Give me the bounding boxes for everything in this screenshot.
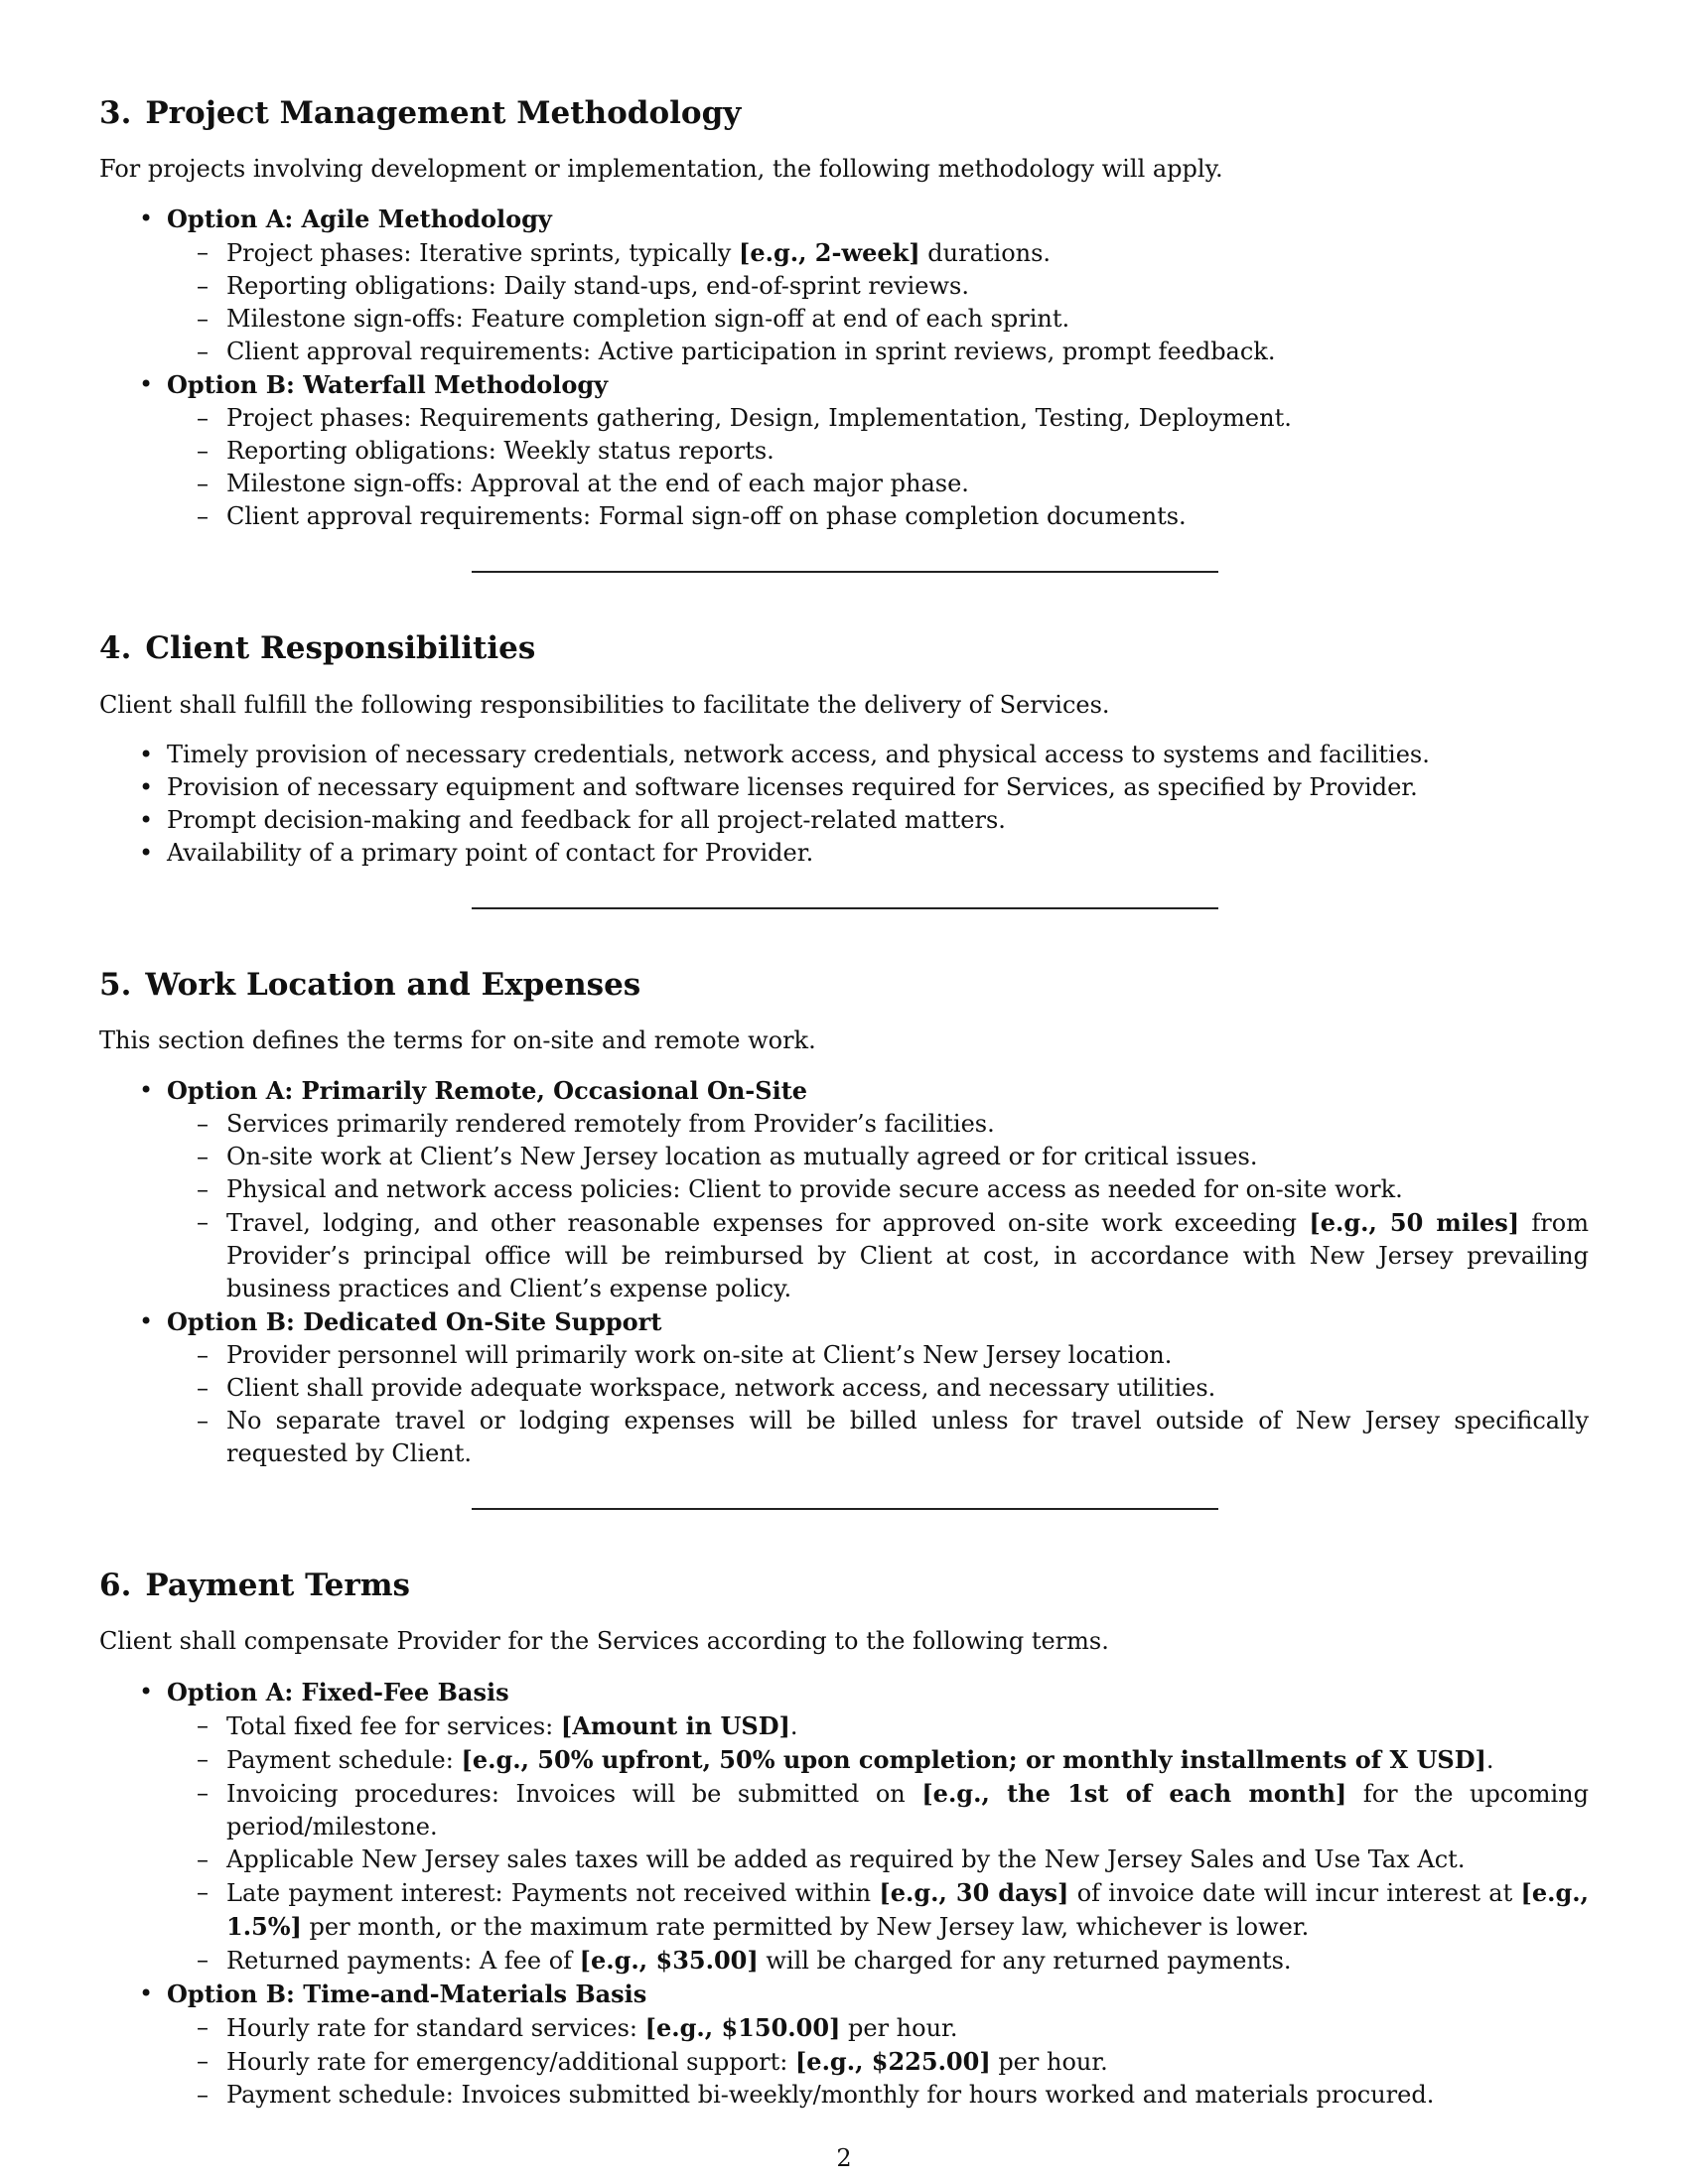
option-b-time-materials: [167, 1978, 1589, 2112]
document-page: [99, 95, 1589, 2112]
option-label: Option B: Waterfall Methodology: [167, 370, 609, 400]
section-divider: [472, 1508, 1218, 1510]
option-label: Option A: Agile Methodology: [167, 205, 552, 234]
option-list: [99, 1074, 1589, 1470]
section-project-management: [99, 95, 1589, 533]
option-list: [99, 1676, 1589, 2112]
list-item: • Timely provision of necessary credentials, network access, and physical access to systems and facilities.: [167, 739, 1589, 771]
section-intro: Client shall fulfill the following responsibilities to facilitate the delivery of Services.: [99, 690, 1110, 719]
section-divider: [472, 907, 1218, 909]
list-item: • Provision of necessary equipment and software licenses required for Services, as specified by Provider.: [167, 771, 1589, 804]
section-heading: 5. Work Location and Expenses: [99, 966, 641, 1003]
option-list: [99, 203, 1589, 533]
sub-list: [167, 1108, 1589, 1305]
responsibility-list: [99, 739, 1589, 870]
list-item: – Travel, lodging, and other reasonable expenses for approved on-site work exceeding [e.g., 50 miles] from Provider’s principal office will be reimbursed by Client at cost, in accordance with New Jersey prevailing business practices and Client’s expense policy.: [226, 1206, 1589, 1305]
list-item: – Payment schedule: Invoices submitted bi-weekly/monthly for hours worked and materials procured.: [226, 2079, 1589, 2112]
list-item: – No separate travel or lodging expenses will be billed unless for travel outside of New Jersey specifically requested by Client.: [226, 1405, 1589, 1470]
list-item: – Milestone sign-offs: Feature completion sign-off at end of each sprint.: [226, 303, 1589, 336]
list-item: – Physical and network access policies: Client to provide secure access as needed for on-site work.: [226, 1173, 1589, 1206]
list-item: – Client approval requirements: Formal sign-off on phase completion documents.: [226, 500, 1589, 533]
list-item: – Provider personnel will primarily work on-site at Client’s New Jersey location.: [226, 1339, 1589, 1372]
section-heading: 6. Payment Terms: [99, 1568, 410, 1604]
list-item: – Project phases: Iterative sprints, typically [e.g., 2-week] durations.: [226, 236, 1589, 270]
section-intro: This section defines the terms for on-site and remote work.: [99, 1025, 816, 1054]
sub-list: [167, 1339, 1589, 1470]
sub-list: [167, 2011, 1589, 2112]
list-item: – Reporting obligations: Weekly status reports.: [226, 435, 1589, 468]
list-item: – Hourly rate for standard services: [e.g., $150.00] per hour.: [226, 2011, 1589, 2045]
option-a-remote: [167, 1074, 1589, 1305]
option-a-fixed-fee: [167, 1676, 1589, 1978]
sub-list: [167, 1709, 1589, 1978]
option-b-onsite: [167, 1305, 1589, 1470]
list-item: – Services primarily rendered remotely from Provider’s facilities.: [226, 1108, 1589, 1141]
option-label: Option B: Time-and-Materials Basis: [167, 1979, 647, 2008]
list-item: – Late payment interest: Payments not received within [e.g., 30 days] of invoice date will incur interest at [e.g., 1.5%] per month, or the maximum rate permitted by New Jersey law, whichever is lower.: [226, 1876, 1589, 1944]
list-item: • Prompt decision-making and feedback for all project-related matters.: [167, 804, 1589, 837]
option-label: Option B: Dedicated On-Site Support: [167, 1307, 662, 1337]
list-item: – Client shall provide adequate workspace, network access, and necessary utilities.: [226, 1372, 1589, 1405]
list-item: – Returned payments: A fee of [e.g., $35.00] will be charged for any returned payments.: [226, 1944, 1589, 1978]
list-item: – Reporting obligations: Daily stand-ups, end-of-sprint reviews.: [226, 270, 1589, 303]
option-label: Option A: Fixed-Fee Basis: [167, 1677, 509, 1706]
list-item: – Applicable New Jersey sales taxes will be added as required by the New Jersey Sales and Use Tax Act.: [226, 1843, 1589, 1876]
list-item: • Availability of a primary point of contact for Provider.: [167, 837, 1589, 870]
section-client-responsibilities: [99, 630, 1589, 869]
list-item: – Milestone sign-offs: Approval at the end of each major phase.: [226, 468, 1589, 500]
option-a-agile: [167, 203, 1589, 368]
section-intro: Client shall compensate Provider for the Services according to the following terms.: [99, 1627, 1109, 1656]
option-b-waterfall: [167, 368, 1589, 533]
section-heading: 4. Client Responsibilities: [99, 630, 536, 667]
section-work-location: [99, 967, 1589, 1470]
section-payment-terms: [99, 1568, 1589, 2111]
sub-list: [167, 236, 1589, 368]
list-item: – Client approval requirements: Active participation in sprint reviews, prompt feedback.: [226, 336, 1589, 368]
list-item: – On-site work at Client’s New Jersey location as mutually agreed or for critical issues.: [226, 1141, 1589, 1173]
section-heading: 3. Project Management Methodology: [99, 95, 742, 131]
list-item: – Hourly rate for emergency/additional support: [e.g., $225.00] per hour.: [226, 2045, 1589, 2079]
list-item: – Total fixed fee for services: [Amount in USD].: [226, 1709, 1589, 1743]
option-label: Option A: Primarily Remote, Occasional On-Site: [167, 1076, 808, 1106]
list-item: – Payment schedule: [e.g., 50% upfront, 50% upon completion; or monthly installments of X USD].: [226, 1743, 1589, 1777]
sub-list: [167, 402, 1589, 533]
section-intro: For projects involving development or implementation, the following methodology will apply.: [99, 155, 1223, 184]
page-number: 2: [836, 2144, 852, 2172]
section-divider: [472, 571, 1218, 573]
list-item: – Invoicing procedures: Invoices will be submitted on [e.g., the 1st of each month] for the upcoming period/milestone.: [226, 1777, 1589, 1843]
list-item: – Project phases: Requirements gathering, Design, Implementation, Testing, Deployment.: [226, 402, 1589, 435]
